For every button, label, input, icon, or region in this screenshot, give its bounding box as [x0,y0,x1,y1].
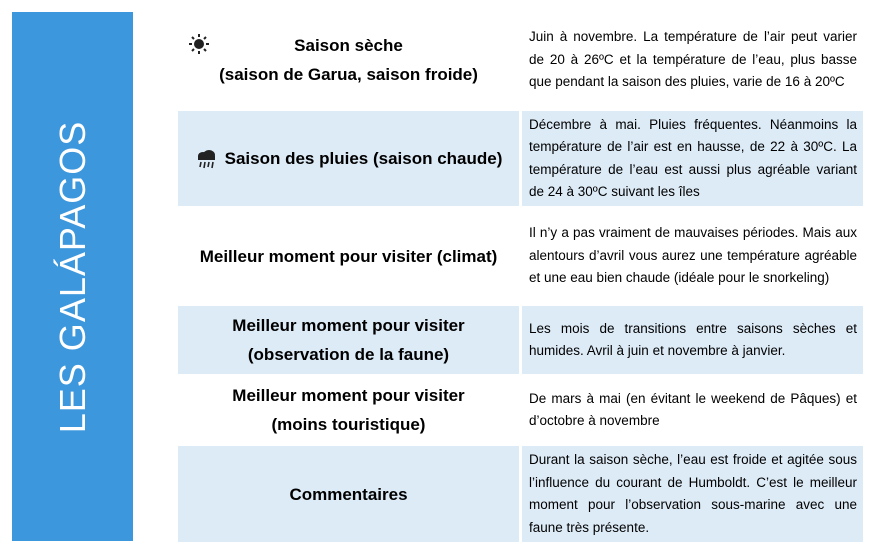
row-description: Décembre à mai. Pluies fréquentes. Néanmoins la température de l’air est en hausse, de 22 à 30ºC. La température de l’eau est aussi plus agréable variant de 24 à 30ºC suivant les îles [522,111,863,206]
table-row-rainy-season [178,111,863,206]
label-line: (saison de Garua, saison froide) [219,65,478,84]
table-row-comments [178,446,863,542]
label-line: Saison sèche [294,36,403,55]
label-line: Saison des pluies (saison chaude) [224,149,503,168]
row-description: Les mois de transitions entre saisons sèches et humides. Avril à juin et novembre à janvier. [522,306,863,374]
sun-icon [188,33,210,55]
label-line: Meilleur moment pour visiter (climat) [199,246,498,266]
row-label [178,209,519,303]
row-label [178,12,519,108]
sidebar-title: LES GALÁPAGOS [51,120,93,433]
row-description: Durant la saison sèche, l’eau est froide et agitée sous l’influence du courant de Humboldt. C’est le meilleur moment pour l’observation sous-marine avec une faune très présente. [522,446,863,542]
info-table [178,12,863,545]
row-label [178,306,519,374]
row-label [178,111,519,206]
label-line: (moins touristique) [271,415,426,434]
row-description: Il n’y a pas vraiment de mauvaises périodes. Mais aux alentours d’avril vous aurez une température agréable et une eau bien chaude (idéale pour le snorkeling) [529,225,857,286]
table-row-best-climate [178,209,863,303]
row-description: Juin à novembre. La température de l’air peut varier de 20 à 26ºC et la température de l’eau, plus basse que pendant la saison des pluies, varie de 16 à 20ºC [529,29,857,90]
rain-cloud-icon [195,148,217,170]
table-row-least-touristic [178,377,863,443]
sidebar-band [12,12,133,541]
label-line: Commentaires [289,484,408,504]
row-description: De mars à mai (en évitant le weekend de Pâques) et d’octobre à novembre [529,390,857,428]
row-label [178,446,519,542]
label-line: (observation de la faune) [247,345,450,364]
row-label [178,377,519,443]
table-row-best-fauna [178,306,863,374]
label-line: Meilleur moment pour visiter [232,316,465,335]
label-line: Meilleur moment pour visiter [232,386,465,405]
table-row-dry-season [178,12,863,108]
